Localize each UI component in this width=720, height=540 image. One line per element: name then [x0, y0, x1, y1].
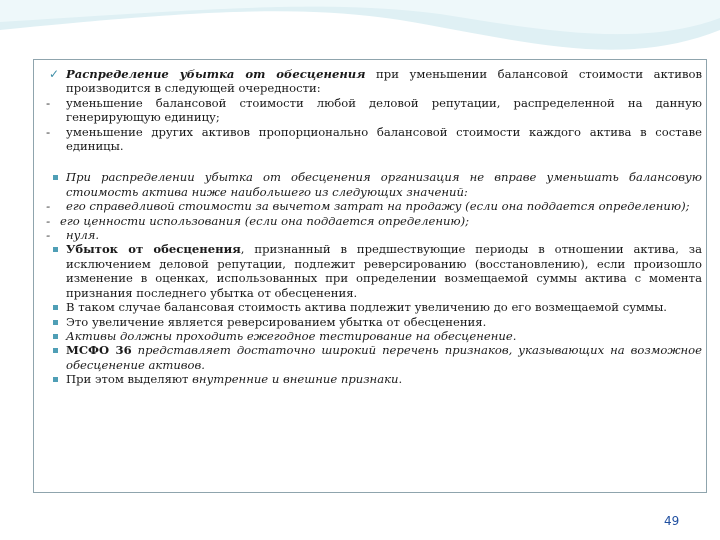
list-item: В таком случае балансовая стоимость актива подлежит увеличению до его возмещаемой суммы.	[66, 300, 667, 315]
slide-content	[46, 67, 703, 387]
list-item: Это увеличение является реверсированием убытка от обесценения.	[66, 314, 487, 329]
list-item: МСФО 36 представляет достаточно широкий перечень признаков, указывающих на возможное обесценение активов.	[66, 343, 702, 372]
dash-bullet-icon: -	[46, 95, 51, 110]
checkmark-icon: ✓	[49, 67, 60, 81]
list-item: - уменьшение других активов пропорционально балансовой стоимости каждого актива в составе единицы.	[46, 124, 702, 154]
dash-bullet-icon: -	[46, 228, 51, 243]
list-item: - его справедливой стоимости за вычетом затрат на продажу (если она поддается определению);	[46, 199, 690, 214]
dash-bullet-icon: -	[46, 199, 51, 214]
dash-bullet-icon: -	[46, 213, 51, 228]
list-item: ✓ Распределение убытка от обесценения при уменьшении балансовой стоимости активов производится в следующей очередности:	[49, 67, 703, 96]
list-item: Активы должны проходить ежегодное тестирование на обесценение.	[66, 328, 517, 343]
list-item: Убыток от обесценения, признанный в предшествующие периоды в отношении актива, за исключением деловой репутации, подлежит реверсированию (восстановлению), если произошло изменение в оценках, использованных при определении возмещаемой суммы актива с момента признания последнего убытка от обесценения.	[66, 242, 702, 300]
dash-bullet-icon: -	[46, 124, 51, 139]
list-item: - уменьшение балансовой стоимости любой деловой репутации, распределенной на данную генерирующую единицу;	[46, 95, 702, 125]
list-item: При распределении убытка от обесценения организация не вправе уменьшать балансовую стоимость актива ниже наибольшего из следующих значений:	[66, 170, 702, 199]
list-item: - нуля.	[46, 228, 100, 243]
list-item: - его ценности использования (если она поддается определению);	[46, 213, 470, 228]
list-item: При этом выделяют внутренние и внешние признаки.	[66, 372, 403, 387]
page-number: 49	[664, 514, 680, 528]
